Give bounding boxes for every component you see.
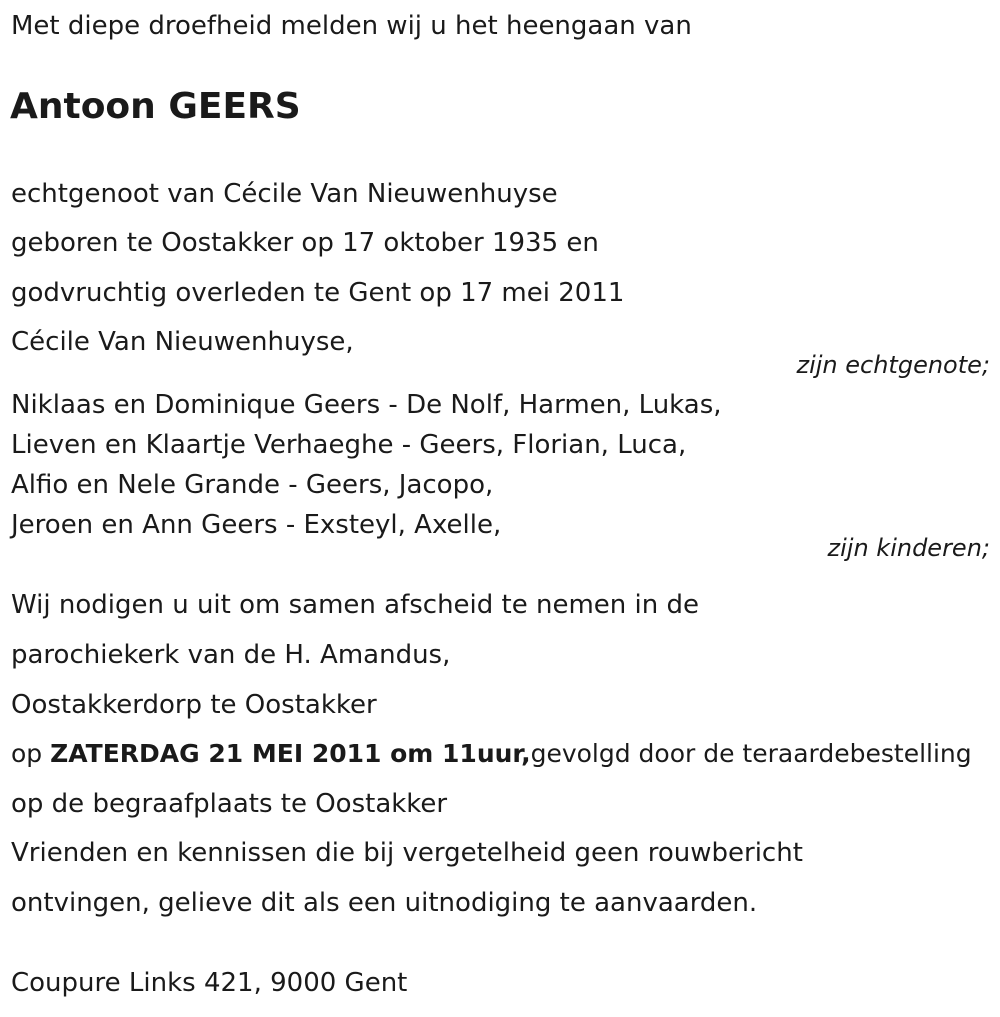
child-line-3: Alfio en Nele Grande - Geers, Jacopo,: [11, 470, 494, 500]
invitation-line-3: Oostakkerdorp te Oostakker: [11, 690, 377, 720]
intro-text: Met diepe droefheid melden wij u het heengaan van: [11, 11, 692, 41]
detail-spouse-line: echtgenoot van Cécile Van Nieuwenhuyse: [11, 179, 558, 209]
ceremony-date: ZATERDAG 21 MEI 2011 om 11uur,: [50, 739, 531, 768]
invitation-line-7: ontvingen, gelieve dit als een uitnodiging te aanvaarden.: [11, 888, 758, 918]
detail-birth-line: geboren te Oostakker op 17 oktober 1935 en: [11, 228, 599, 258]
child-line-4: Jeroen en Ann Geers - Exsteyl, Axelle,: [11, 510, 502, 540]
invitation-line-2: parochiekerk van de H. Amandus,: [11, 640, 451, 670]
invitation-line-5: op de begraafplaats te Oostakker: [11, 789, 448, 819]
detail-death-line: godvruchtig overleden te Gent op 17 mei 2011: [11, 278, 625, 308]
address: Coupure Links 421, 9000 Gent: [11, 968, 408, 998]
invitation-date-prefix: op: [11, 739, 51, 768]
invitation-date-suffix: gevolgd door de teraardebestelling: [530, 739, 972, 768]
children-role: zijn kinderen;: [827, 534, 990, 562]
child-line-2: Lieven en Klaartje Verhaeghe - Geers, Florian, Luca,: [11, 430, 687, 460]
spouse-role: zijn echtgenote;: [796, 351, 990, 379]
invitation-line-6: Vrienden en kennissen die bij vergetelheid geen rouwbericht: [11, 838, 803, 868]
deceased-name: Antoon GEERS: [10, 86, 301, 127]
spouse-name: Cécile Van Nieuwenhuyse,: [11, 327, 354, 357]
invitation-line-1: Wij nodigen u uit om samen afscheid te nemen in de: [11, 590, 700, 620]
child-line-1: Niklaas en Dominique Geers - De Nolf, Harmen, Lukas,: [11, 390, 722, 420]
invitation-line-4: [11, 739, 972, 769]
